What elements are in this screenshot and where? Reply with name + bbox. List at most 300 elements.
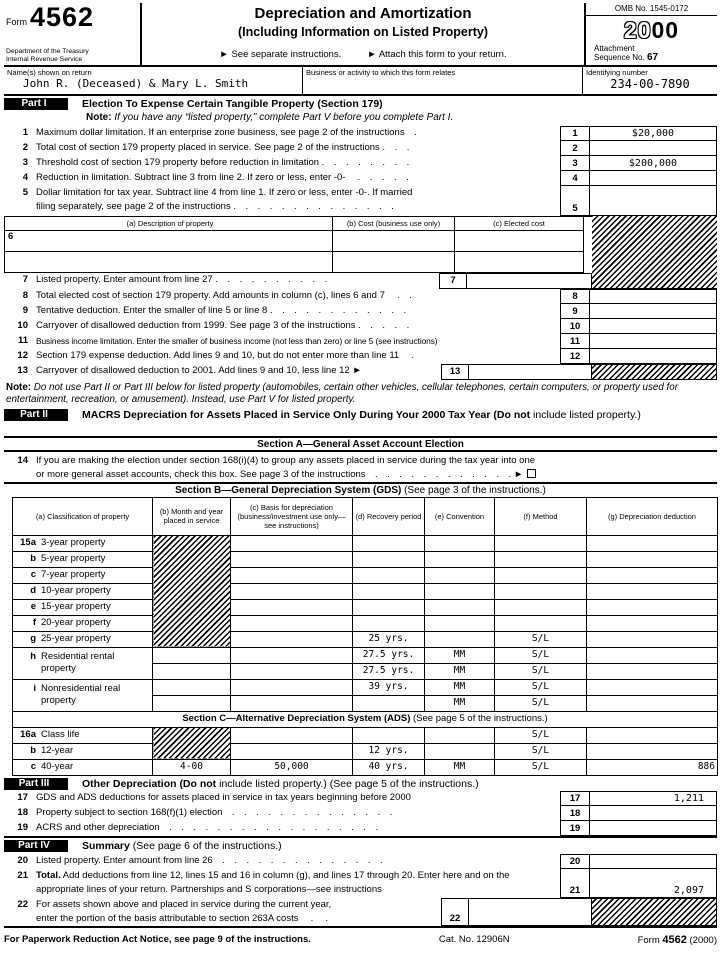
form-number-block — [4, 3, 142, 65]
part4-bar — [4, 836, 717, 854]
line-14-label-2: or more general asset accounts, check this box. See page 3 of the instructions . . . . . . . . . . . . ► — [36, 468, 524, 480]
part4-title-rest: (See page 6 of the instructions.) — [129, 840, 282, 852]
tax-year — [586, 18, 717, 42]
row-15b-method[interactable] — [495, 551, 587, 567]
row-15b-convention[interactable] — [425, 551, 495, 567]
row-15h2-basis[interactable] — [231, 663, 353, 679]
line-9-box: 9 — [560, 304, 590, 319]
line-7-value-field[interactable] — [467, 273, 592, 289]
row-15i1-recovery[interactable]: 39 yrs. — [353, 679, 425, 695]
line-10-value-field[interactable] — [590, 319, 717, 334]
row-15i1-deduction[interactable] — [587, 679, 718, 695]
line-7-label: Listed property. Enter amount from line 27 . . . . . . . . . . — [36, 273, 328, 285]
note-text: If you have any “listed property,” complete Part V before you complete Part I. — [111, 111, 454, 123]
row-15g-label: 25-year property — [41, 633, 111, 644]
row-15g-deduction[interactable] — [587, 631, 718, 647]
line-21-label-rest: Add deductions from line 12, lines 15 and 16 in column (g), and lines 17 through 20. Enter here and on the appropriate lines of your return. Partnerships and S corporations—see instructions — [36, 869, 510, 895]
section-c-title-rest: (See page 5 of the instructions.) — [410, 713, 548, 724]
line-20-box: 20 — [560, 854, 590, 869]
row-15h2-recovery[interactable]: 27.5 yrs. — [353, 663, 425, 679]
line-11-label: Business income limitation. Enter the smaller of business income (not less than zero) or line 5 (see instructions) — [36, 335, 438, 346]
line-3-value-field[interactable]: $200,000 — [590, 156, 717, 171]
depreciation-table — [12, 497, 718, 776]
section-a-header: Section A—General Asset Account Election — [4, 436, 717, 451]
row-15g-num: g — [30, 633, 36, 644]
row-15b-basis[interactable] — [231, 551, 353, 567]
line-8-number: 8 — [22, 289, 28, 301]
row-15i1-method[interactable]: S/L — [495, 679, 587, 695]
row-15a-convention[interactable] — [425, 535, 495, 551]
row-15i-1 — [13, 679, 718, 695]
section-b-title: Section B—General Depreciation System (GDS) — [175, 484, 402, 496]
col-c-header: (c) Elected cost — [455, 217, 584, 231]
col-method-header: (f) Method — [495, 497, 587, 535]
table-header-row — [13, 497, 718, 535]
name-field[interactable]: John R. (Deceased) & Mary L. Smith — [23, 77, 249, 90]
part3-label: Part III — [4, 778, 68, 790]
col-a-header: (a) Description of property — [4, 217, 333, 231]
row-15i1-convention[interactable]: MM — [425, 679, 495, 695]
col-deduction-header: (g) Depreciation deduction — [587, 497, 718, 535]
line-3 — [4, 156, 717, 171]
row-15f-method[interactable] — [495, 615, 587, 631]
part2-title-bold: MACRS Depreciation for Assets Placed in Service Only During Your 2000 Tax Year (Do not — [82, 408, 531, 421]
row-15b — [13, 551, 718, 567]
row-15i2-basis[interactable] — [231, 695, 353, 711]
hatched-month-cell — [153, 535, 231, 647]
row-15a-num: 15a — [20, 537, 36, 548]
line-9 — [4, 304, 717, 319]
line-18 — [4, 806, 717, 821]
row-16c-convention[interactable]: MM — [425, 759, 495, 775]
row-15h1-month[interactable] — [153, 647, 231, 663]
row-15i2-method[interactable]: S/L — [495, 695, 587, 711]
row-15a-method[interactable] — [495, 535, 587, 551]
form-footer — [4, 930, 717, 946]
row-16a-num: 16a — [20, 729, 36, 740]
row-16b-basis[interactable] — [231, 743, 353, 759]
line-17-box: 17 — [560, 791, 590, 806]
line-17 — [4, 791, 717, 806]
row-15h1-method[interactable]: S/L — [495, 647, 587, 663]
line-4-number: 4 — [22, 171, 28, 183]
row-15g-method[interactable]: S/L — [495, 631, 587, 647]
form-number: 4562 — [30, 2, 95, 32]
row-15e — [13, 599, 718, 615]
row-15e-method[interactable] — [495, 599, 587, 615]
line-22-label — [28, 898, 441, 926]
row-16a-method[interactable]: S/L — [495, 727, 587, 743]
line-22-label-1: For assets shown above and placed in service during the current year, — [36, 898, 332, 910]
row-15h2-deduction[interactable] — [587, 663, 718, 679]
line-22-block — [4, 898, 717, 928]
line-11-value-field[interactable] — [590, 334, 717, 349]
note2-word: Note: — [6, 381, 32, 393]
form-header — [4, 3, 717, 67]
line-9-value-field[interactable] — [590, 304, 717, 319]
section-b-header — [4, 482, 717, 497]
part1-title: Election To Expense Certain Tangible Property (Section 179) — [82, 98, 383, 110]
row-15a-basis[interactable] — [231, 535, 353, 551]
row-15c-recovery[interactable] — [353, 567, 425, 583]
row-15f — [13, 615, 718, 631]
row-16c-label: 40-year — [41, 761, 74, 772]
line-17-number: 17 — [17, 792, 28, 803]
row-15f-deduction[interactable] — [587, 615, 718, 631]
line-20 — [4, 854, 717, 869]
row-15d — [13, 583, 718, 599]
row-15c-convention[interactable] — [425, 567, 495, 583]
line-8-label: Total elected cost of section 179 property. Add amounts in column (c), lines 6 and 7 . . — [36, 289, 412, 301]
line-13-value-field[interactable] — [469, 364, 592, 380]
line-5-label — [28, 186, 560, 216]
line-14-number: 14 — [17, 454, 28, 466]
row-15a — [13, 535, 718, 551]
hatched-month-cell-16 — [153, 727, 231, 759]
row-15i2-convention[interactable]: MM — [425, 695, 495, 711]
attachment-label: Attachment — [594, 44, 635, 53]
line-12 — [4, 349, 717, 364]
line-10-label: Carryover of disallowed deduction from 1999. See page 3 of the instructions . . . . . — [36, 319, 410, 331]
line-21-box: 21 — [560, 869, 590, 898]
row-16b — [13, 743, 718, 759]
line-19-number: 19 — [17, 822, 28, 833]
line-4-value-field[interactable] — [590, 171, 717, 186]
line-13-hatched-area — [592, 364, 717, 380]
row-16c-month[interactable]: 4-00 — [153, 759, 231, 775]
irs: Internal Revenue Service — [6, 56, 83, 63]
col-recovery-header: (d) Recovery period — [353, 497, 425, 535]
line-13-label: Carryover of disallowed deduction to 2001. Add lines 9 and 10, less line 12 ► — [36, 364, 362, 376]
line-3-label: Threshold cost of section 179 property before reduction in limitation . . . . . . . . — [36, 156, 410, 168]
row-16a-label: Class life — [41, 729, 80, 740]
row-15e-label: 15-year property — [41, 601, 111, 612]
year-solid-digits: 00 — [651, 17, 680, 43]
part4-lines — [4, 854, 717, 898]
line-19-box: 19 — [560, 821, 590, 836]
row-15c-basis[interactable] — [231, 567, 353, 583]
part1-lines-1-5 — [4, 126, 717, 216]
catalog-number: Cat. No. 12906N — [438, 933, 510, 945]
line-22 — [4, 898, 717, 926]
line-6-row2-cost[interactable] — [333, 252, 455, 273]
row-16a-deduction[interactable] — [587, 727, 718, 743]
row-15i2-deduction[interactable] — [587, 695, 718, 711]
row-15h-1 — [13, 647, 718, 663]
line-6-table — [4, 216, 592, 273]
row-15g-recovery[interactable]: 25 yrs. — [353, 631, 425, 647]
row-15h1-basis[interactable] — [231, 647, 353, 663]
line-12-label: Section 179 expense deduction. Add lines 9 and 10, but do not enter more than line 11 . — [36, 349, 414, 361]
row-16a-convention[interactable] — [425, 727, 495, 743]
line-4-box: 4 — [560, 171, 590, 186]
line-11-number: 11 — [17, 334, 28, 346]
line-5-value-field[interactable] — [590, 186, 717, 216]
row-15d-deduction[interactable] — [587, 583, 718, 599]
row-15d-basis[interactable] — [231, 583, 353, 599]
line-17-label: GDS and ADS deductions for assets placed in service in tax years beginning before 2000 — [36, 792, 411, 803]
row-15a-recovery[interactable] — [353, 535, 425, 551]
row-16b-deduction[interactable] — [587, 743, 718, 759]
line-13 — [4, 364, 717, 380]
row-15h1-deduction[interactable] — [587, 647, 718, 663]
line-12-box: 12 — [560, 349, 590, 364]
line-21-value-field[interactable]: 2,097 — [590, 869, 717, 898]
name-label: Name(s) shown on return — [7, 68, 92, 77]
line-19-value-field[interactable] — [590, 821, 717, 836]
row-16a — [13, 727, 718, 743]
line-20-label: Listed property. Enter amount from line 26 . . . . . . . . . . . . . . — [36, 854, 383, 866]
business-label: Business or activity to which this form relates — [306, 68, 456, 77]
row-15d-num: d — [30, 585, 36, 596]
line-12-value-field[interactable] — [590, 349, 717, 364]
line-4 — [4, 171, 717, 186]
line-11 — [4, 334, 717, 349]
row-15h1-convention[interactable]: MM — [425, 647, 495, 663]
row-15g — [13, 631, 718, 647]
line-6-row2-description[interactable] — [4, 252, 333, 273]
row-15h1-recovery[interactable]: 27.5 yrs. — [353, 647, 425, 663]
part4-title-bold: Summary — [82, 840, 130, 852]
line-20-value-field[interactable] — [590, 854, 717, 869]
id-label: Identifying number — [586, 68, 648, 77]
col-month-year-header: (b) Month and year placed in service — [153, 497, 231, 535]
part1-note — [86, 112, 717, 126]
line-8 — [4, 289, 717, 304]
line-8-value-field[interactable] — [590, 289, 717, 304]
line-6-row2-elected-cost[interactable] — [455, 252, 584, 273]
line-22-label-2: enter the portion of the basis attributable to section 263A costs . . — [36, 912, 329, 924]
footer-form-id — [638, 934, 717, 946]
line-12-number: 12 — [17, 349, 28, 361]
id-field[interactable]: 234-00-7890 — [610, 77, 690, 91]
row-15f-convention[interactable] — [425, 615, 495, 631]
row-15f-recovery[interactable] — [353, 615, 425, 631]
row-15h2-convention[interactable]: MM — [425, 663, 495, 679]
line-1-number: 1 — [22, 126, 28, 138]
row-15e-basis[interactable] — [231, 599, 353, 615]
row-15d-label: 10-year property — [41, 585, 111, 596]
part1-bar — [4, 96, 717, 112]
hatched-area-right — [592, 216, 717, 289]
col-convention-header: (e) Convention — [425, 497, 495, 535]
row-15h-label2: property — [41, 663, 76, 674]
sequence-label: Sequence No. — [594, 53, 645, 62]
part2-title-rest: include listed property.) — [530, 408, 641, 421]
line-19 — [4, 821, 717, 836]
line-18-label: Property subject to section 168(f)(1) election . . . . . . . . . . . . . . — [36, 807, 393, 818]
line-10 — [4, 319, 717, 334]
row-15b-recovery[interactable] — [353, 551, 425, 567]
row-16b-recovery[interactable]: 12 yrs. — [353, 743, 425, 759]
line-22-number: 22 — [17, 898, 28, 910]
year-outline-digits: 20 — [623, 17, 652, 43]
line-14-checkbox[interactable] — [527, 469, 536, 478]
row-16c-recovery[interactable]: 40 yrs. — [353, 759, 425, 775]
line-2-box: 2 — [560, 141, 590, 156]
row-15i-label-cell — [13, 679, 153, 711]
row-16b-convention[interactable] — [425, 743, 495, 759]
line-7 — [4, 273, 592, 289]
row-16a-recovery[interactable] — [353, 727, 425, 743]
row-15b-deduction[interactable] — [587, 551, 718, 567]
part3-title-bold: Other Depreciation (Do not — [82, 777, 217, 790]
col-basis-header: (c) Basis for depreciation (business/investment use only—see instructions) — [231, 497, 353, 535]
line-5-label-2: filing separately, see page 2 of the instructions . . . . . . . . . . . . . . — [36, 200, 394, 212]
row-15c-label: 7-year property — [41, 569, 106, 580]
row-15c-num: c — [30, 569, 36, 580]
line-10-box: 10 — [560, 319, 590, 334]
row-15h2-month[interactable] — [153, 663, 231, 679]
omb-year-block — [584, 3, 717, 65]
part2-label: Part II — [4, 409, 68, 421]
line-22-value-field[interactable] — [469, 898, 592, 926]
row-15i-num: i — [33, 683, 36, 694]
row-15f-basis[interactable] — [231, 615, 353, 631]
row-16c-method[interactable]: S/L — [495, 759, 587, 775]
row-15c — [13, 567, 718, 583]
line-3-number: 3 — [22, 156, 28, 168]
section-c-title: Section C—Alternative Depreciation System (ADS) — [182, 713, 411, 724]
line-5-label-1: Dollar limitation for tax year. Subtract line 4 from line 1. If zero or less, enter -0-. If married — [36, 186, 413, 198]
line-5-number: 5 — [22, 186, 28, 198]
line-1-value-field[interactable]: $20,000 — [590, 126, 717, 141]
part2-bar — [4, 407, 717, 436]
row-15e-deduction[interactable] — [587, 599, 718, 615]
line-20-number: 20 — [17, 854, 28, 866]
form-title: Depreciation and Amortization — [254, 5, 472, 22]
row-15b-label: 5-year property — [41, 553, 106, 564]
section-c-header — [13, 711, 718, 727]
part1-lines-8-12 — [4, 289, 717, 364]
footer-form-word: Form — [637, 934, 660, 946]
section-c-header-row — [13, 711, 718, 727]
row-15i2-month[interactable] — [153, 695, 231, 711]
line-21 — [4, 869, 717, 898]
line-1-box: 1 — [560, 126, 590, 141]
row-15b-num: b — [30, 553, 36, 564]
row-16c-num: c — [30, 761, 36, 772]
row-16a-basis[interactable] — [231, 727, 353, 743]
row-15h-label-cell — [13, 647, 153, 679]
line-2 — [4, 141, 717, 156]
note2-text: Do not use Part II or Part III below for listed property (automobiles, certain other vehicles, cellular telephones, certain computers, or property used for entertainment, recreation, or amusement). Instead, use Part V for listed property. — [6, 381, 678, 405]
part3-title-rest: include listed property.) (See page 5 of the instructions.) — [216, 777, 479, 790]
row-15e-recovery[interactable] — [353, 599, 425, 615]
row-15i2-recovery[interactable] — [353, 695, 425, 711]
line-6-row1-elected-cost[interactable] — [455, 231, 584, 252]
row-15d-method[interactable] — [495, 583, 587, 599]
line-19-label: ACRS and other depreciation . . . . . . . . . . . . . . . . . . — [36, 822, 379, 833]
line-5-box: 5 — [560, 186, 590, 216]
line-6-7-block — [4, 216, 717, 289]
part3-bar — [4, 776, 717, 792]
listed-property-note — [4, 380, 717, 407]
row-15g-basis[interactable] — [231, 631, 353, 647]
row-15f-num: f — [32, 617, 36, 628]
line-13-box: 13 — [441, 364, 469, 380]
line-6-row1-description[interactable] — [4, 231, 333, 252]
row-16c — [13, 759, 718, 775]
footer-form-number: 4562 — [662, 933, 687, 946]
row-15i-label2: property — [41, 695, 76, 706]
line-22-box: 22 — [441, 898, 469, 926]
section-b-title-rest: (See page 3 of the instructions.) — [401, 484, 546, 496]
line-13-number: 13 — [17, 364, 28, 376]
line-21-number: 21 — [17, 869, 28, 881]
row-16b-num: b — [30, 745, 36, 756]
col-classification-header: (a) Classification of property — [13, 497, 153, 535]
line-17-value-field[interactable]: 1,211 — [590, 791, 717, 806]
line-2-label: Total cost of section 179 property placed in service. See page 2 of the instructions . . . — [36, 141, 410, 153]
line-7-box: 7 — [439, 273, 467, 289]
line-21-label-bold: Total. — [36, 869, 61, 881]
title-block — [142, 3, 584, 65]
row-15a-deduction[interactable] — [587, 535, 718, 551]
line-10-number: 10 — [17, 319, 28, 331]
line-11-box: 11 — [560, 334, 590, 349]
row-15f-label: 20-year property — [41, 617, 111, 628]
note-word: Note: — [86, 111, 112, 123]
row-15h2-method[interactable]: S/L — [495, 663, 587, 679]
row-15i-label: Nonresidential real — [41, 683, 121, 694]
footer-form-year: (2000) — [689, 934, 717, 946]
line-9-number: 9 — [22, 304, 28, 316]
row-15i1-month[interactable] — [153, 679, 231, 695]
line-1-label: Maximum dollar limitation. If an enterprise zone business, see page 2 of the instructions . — [36, 126, 417, 138]
form-word: Form — [6, 17, 27, 27]
line-18-number: 18 — [17, 807, 28, 818]
line-1 — [4, 126, 717, 141]
row-15a-label: 3-year property — [41, 537, 106, 548]
part3-lines — [4, 791, 717, 836]
line-2-value-field[interactable] — [590, 141, 717, 156]
row-15c-deduction[interactable] — [587, 567, 718, 583]
dept-treasury: Department of the Treasury — [6, 48, 89, 55]
row-15e-convention[interactable] — [425, 599, 495, 615]
line-4-label: Reduction in limitation. Subtract line 3 from line 2. If zero or less, enter -0- . . . . . — [36, 171, 409, 183]
row-16c-basis[interactable]: 50,000 — [231, 759, 353, 775]
row-15d-recovery[interactable] — [353, 583, 425, 599]
line-8-box: 8 — [560, 289, 590, 304]
col-b-header: (b) Cost (business use only) — [333, 217, 455, 231]
row-15e-num: e — [30, 601, 36, 612]
line-3-box: 3 — [560, 156, 590, 171]
line-22-hatched-area — [592, 898, 717, 926]
attach-note: ► Attach this form to your return. — [367, 49, 507, 60]
sequence-number: 67 — [646, 52, 659, 63]
line-14-label — [28, 454, 717, 482]
row-16b-label: 12-year — [41, 745, 74, 756]
line-9-label: Tentative deduction. Enter the smaller of line 5 or line 8 . . . . . . . . . . . . — [36, 304, 407, 316]
line-6-row1-cost[interactable] — [333, 231, 455, 252]
row-15c-method[interactable] — [495, 567, 587, 583]
part1-label: Part I — [4, 98, 68, 110]
row-16b-method[interactable]: S/L — [495, 743, 587, 759]
row-15d-convention[interactable] — [425, 583, 495, 599]
line-21-label — [28, 869, 560, 898]
row-15h-num: h — [30, 651, 36, 662]
line-18-value-field[interactable] — [590, 806, 717, 821]
row-16c-deduction[interactable]: 886 — [587, 759, 718, 775]
name-row — [4, 67, 717, 96]
row-15g-convention[interactable] — [425, 631, 495, 647]
row-15i1-basis[interactable] — [231, 679, 353, 695]
see-instructions-note: ► See separate instructions. — [219, 49, 342, 60]
form-subtitle: (Including Information on Listed Property) — [238, 25, 488, 39]
paperwork-notice: For Paperwork Reduction Act Notice, see page 9 of the instructions. — [4, 933, 311, 945]
line-5 — [4, 186, 717, 216]
